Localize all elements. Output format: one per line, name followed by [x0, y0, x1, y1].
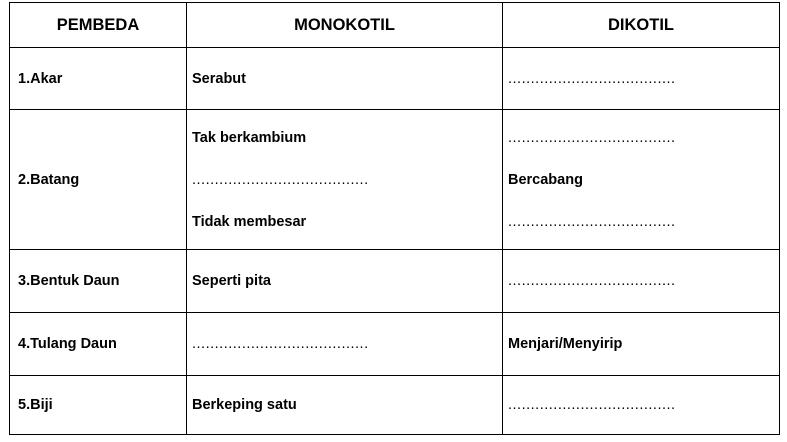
monokotil-cell-akar [187, 48, 503, 110]
dikotil-blank: ..................................... [508, 129, 676, 146]
row-label-bentuk-daun: 3.Bentuk Daun [10, 250, 187, 313]
dikotil-cell-akar [503, 48, 780, 110]
monokotil-text: Berkeping satu [192, 397, 297, 413]
dikotil-cell-biji [503, 376, 780, 435]
dikotil-blank: ..................................... [508, 397, 676, 413]
row-label-biji: 5.Biji [10, 376, 187, 435]
table-row [10, 250, 780, 313]
dikotil-cell-bentuk-daun [503, 250, 780, 313]
monokotil-text: Tidak membesar [192, 213, 307, 230]
dikotil-text: Bercabang [508, 171, 583, 188]
dikotil-blank: ..................................... [508, 213, 676, 230]
comparison-table [9, 2, 780, 435]
dikotil-blank: ..................................... [508, 273, 676, 289]
header-monokotil: MONOKOTIL [187, 3, 503, 48]
monokotil-cell-bentuk-daun [187, 250, 503, 313]
monokotil-text: Tak berkambium [192, 129, 307, 146]
dikotil-blank: ..................................... [508, 70, 676, 87]
monokotil-cell-biji [187, 376, 503, 435]
table-row [10, 313, 780, 376]
header-pembeda: PEMBEDA [10, 3, 187, 48]
monokotil-blank: ....................................... [192, 336, 369, 352]
monokotil-cell-tulang-daun [187, 313, 503, 376]
monokotil-text: Serabut [192, 70, 246, 87]
row-label-akar: 1.Akar [10, 48, 187, 110]
dikotil-cell-tulang-daun [503, 313, 780, 376]
header-dikotil: DIKOTIL [503, 3, 780, 48]
table-row [10, 376, 780, 435]
monokotil-text: Seperti pita [192, 273, 271, 289]
monokotil-cell-batang [187, 110, 503, 250]
row-label-tulang-daun: 4.Tulang Daun [10, 313, 187, 376]
monokotil-blank: ....................................... [192, 171, 369, 188]
dikotil-text: Menjari/Menyirip [508, 336, 623, 352]
dikotil-cell-batang [503, 110, 780, 250]
table-row [10, 110, 780, 250]
table-row [10, 48, 780, 110]
header-row [10, 3, 780, 48]
row-label-batang: 2.Batang [10, 110, 187, 250]
